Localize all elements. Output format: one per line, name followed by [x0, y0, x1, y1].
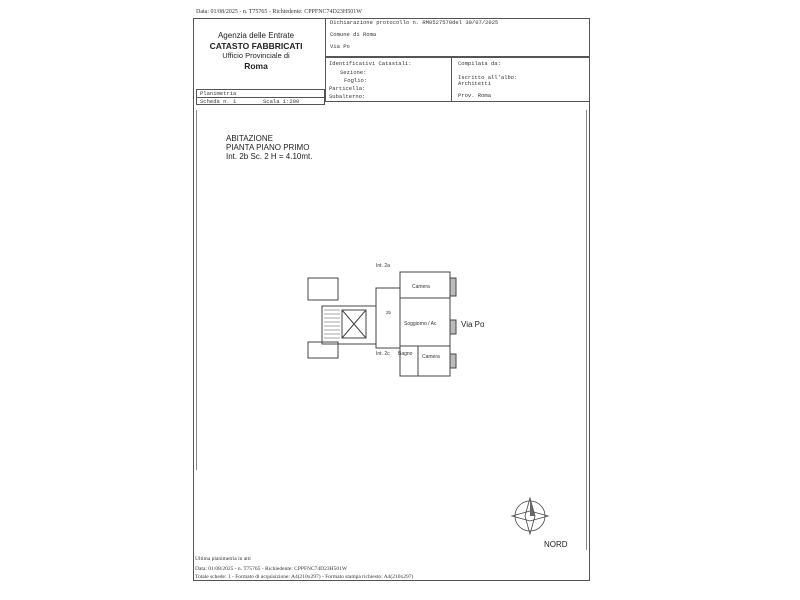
unit-details: Int. 2b Sc. 2 H = 4.10mt.: [226, 152, 313, 161]
unit-left-top: [308, 278, 338, 300]
label-stair-tag: 2b: [386, 310, 392, 315]
declaration-address: Via Po: [330, 43, 350, 50]
unit-title-block: [226, 134, 313, 161]
planimetry-label: Planimetria: [200, 90, 237, 97]
identifiers-foglio: Foglio:: [344, 77, 368, 84]
identifiers-title: Identificativi Catastali:: [329, 60, 412, 67]
label-soggiorno: Soggiorno / Ac: [404, 321, 437, 327]
label-int2a: Int. 2a: [376, 263, 390, 269]
compiled-prov: Prov. Roma: [458, 92, 492, 99]
compiled-profession: Architetti: [458, 80, 492, 87]
agency-office: Ufficio Provinciale di: [222, 51, 290, 60]
planimetry-scala: Scala 1:200: [263, 98, 300, 105]
agency-name: Agenzia delle Entrate: [217, 31, 295, 40]
floor-plan-drawing: [300, 258, 470, 383]
unit-type: ABITAZIONE: [226, 134, 273, 143]
header-request-line: Data: 01/08/2025 - n. T75765 - Richiedente: CPPFNC74D23H501W: [196, 9, 362, 15]
window-2: [450, 320, 456, 334]
left-margin-line: [196, 110, 197, 470]
compiled-title: Compilata da:: [458, 60, 501, 67]
compiled-albo: Iscritto all'albo:: [458, 74, 518, 81]
window-1: [450, 278, 456, 296]
footer-total: Totale schede: 1 - Formato di acquisizione: A4(210x297) - Formato stampa richiesto: A4(210x297): [195, 574, 414, 580]
identifiers-box: [325, 57, 452, 102]
floor-plan: [300, 258, 470, 388]
agency-catasto: CATASTO FABBRICATI: [209, 41, 303, 51]
right-margin-line: [586, 110, 587, 550]
agency-city: Roma: [244, 61, 268, 71]
compiled-box: [452, 57, 590, 102]
footer-date: Data: 01/08/2025 - n. T75765 - Richiedente: CPPFNC74D23H501W: [195, 566, 348, 572]
declaration-comune: Comune di Roma: [330, 31, 377, 38]
label-int2c: Int. 2c: [376, 351, 390, 357]
label-camera-top: Camera: [412, 284, 430, 290]
label-camera-bottom: Camera: [422, 354, 440, 360]
landing: [376, 288, 400, 348]
footer-last-plan: Ultima planimetria in atti: [195, 556, 251, 562]
identifiers-subalterno: Subalterno:: [329, 93, 366, 100]
identifiers-particella: Particella:: [329, 85, 366, 92]
planimetry-scheda: Scheda n. 1: [200, 98, 237, 105]
planimetry-box: [196, 89, 325, 105]
agency-block: [196, 31, 316, 71]
street-label: Via Po: [461, 320, 485, 329]
north-arrow-icon: [506, 492, 554, 540]
label-bagno: Bagno: [398, 351, 413, 357]
north-label: NORD: [544, 540, 568, 549]
declaration-box: [325, 18, 590, 57]
window-3: [450, 354, 456, 368]
declaration-protocol: Dichiarazione protocollo n. RM0527570del 30/07/2025: [330, 19, 499, 26]
identifiers-sezione: Sezione:: [340, 69, 367, 76]
unit-floor: PIANTA PIANO PRIMO: [226, 143, 310, 152]
